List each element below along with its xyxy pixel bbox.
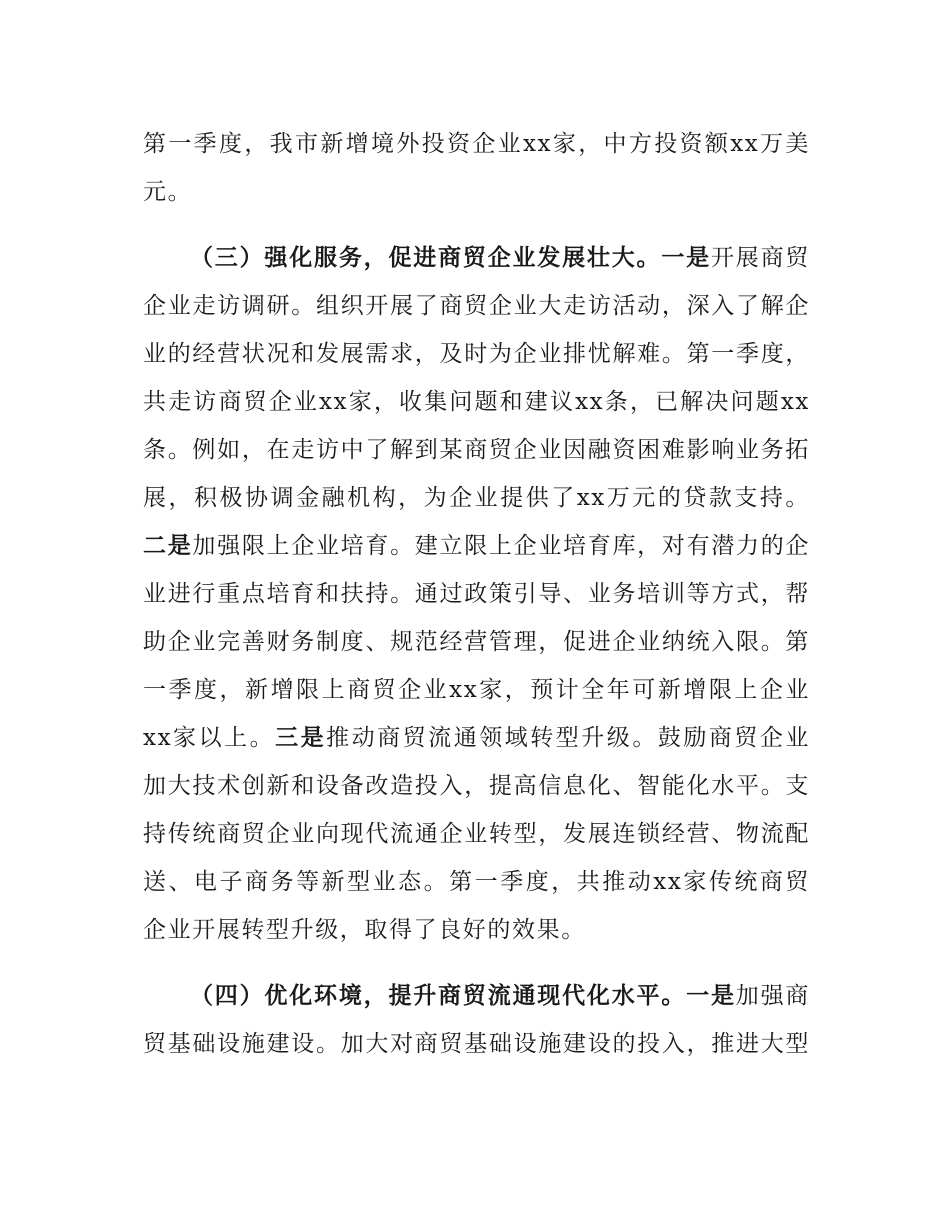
text-line: 贸基础设施建设。加大对商贸基础设施建设的投入，推进大型 — [143, 1031, 810, 1057]
text-line: 第一季度，我市新增境外投资企业xx家，中方投资额xx万美 — [143, 131, 810, 157]
text-line: 企业走访调研。组织开展了商贸企业大走访活动，深入了解企 — [143, 293, 810, 319]
text-line: 业的经营状况和发展需求，及时为企业排忧解难。第一季度， — [143, 341, 810, 367]
marker-first: 一是 — [661, 245, 711, 271]
text-run: 加强商 — [735, 983, 810, 1009]
section-heading-line — [190, 240, 810, 276]
text-run: 推动商贸流通领域转型升级。鼓励商贸企业 — [326, 725, 811, 751]
section-heading-line — [190, 978, 810, 1014]
section-heading: （四）优化环境，提升商贸流通现代化水平。 — [190, 983, 687, 1009]
text-line: 送、电子商务等新型业态。第一季度，共推动xx家传统商贸 — [143, 869, 810, 895]
marker-third: 三是 — [275, 725, 327, 751]
text-run: 开展商贸 — [710, 245, 811, 271]
text-line: 企业开展转型升级，取得了良好的效果。 — [143, 917, 586, 943]
text-line: 持传统商贸企业向现代流通企业转型，发展连锁经营、物流配 — [143, 821, 810, 847]
text-line: 业进行重点培育和扶持。通过政策引导、业务培训等方式，帮 — [143, 581, 810, 607]
text-line — [143, 720, 810, 756]
text-line: 助企业完善财务制度、规范经营管理，促进企业纳统入限。第 — [143, 629, 810, 655]
marker-second: 二是 — [143, 533, 193, 559]
section-heading: （三）强化服务，促进商贸企业发展壮大。 — [190, 245, 662, 271]
text-line — [143, 528, 810, 564]
text-run: xx家以上。 — [143, 725, 276, 751]
text-line: 加大技术创新和设备改造投入，提高信息化、智能化水平。支 — [143, 773, 810, 799]
text-line: 共走访商贸企业xx家，收集问题和建议xx条，已解决问题xx — [143, 389, 810, 415]
text-line: 元。 — [143, 179, 193, 205]
text-run: 加强限上企业培育。建立限上企业培育库，对有潜力的企 — [192, 533, 811, 559]
text-line: 展，积极协调金融机构，为企业提供了xx万元的贷款支持。 — [143, 485, 810, 511]
text-line: 一季度，新增限上商贸企业xx家，预计全年可新增限上企业 — [143, 677, 810, 703]
text-line: 条。例如，在走访中了解到某商贸企业因融资困难影响业务拓 — [143, 437, 810, 463]
marker-first: 一是 — [686, 983, 736, 1009]
